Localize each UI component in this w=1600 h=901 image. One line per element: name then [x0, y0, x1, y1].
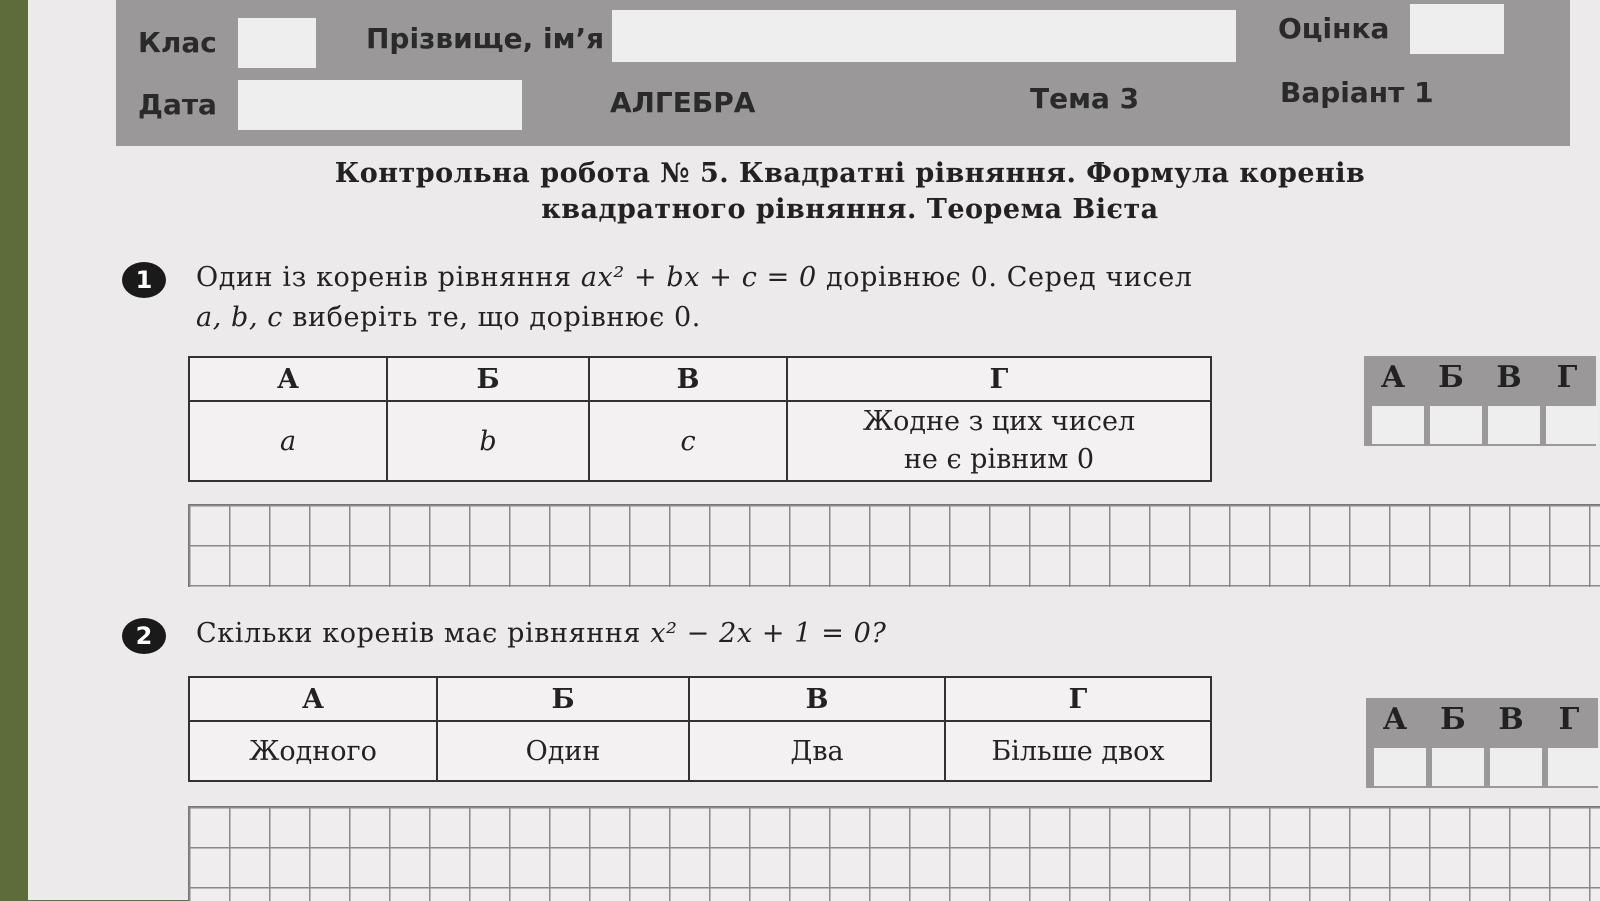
title-line-1: Контрольна робота № 5. Квадратні рівняння. Формула коренів [334, 158, 1366, 189]
option-letter-g: Г [945, 677, 1211, 721]
answer-cell-a[interactable] [1372, 406, 1424, 444]
date-label: Дата [138, 88, 217, 121]
option-a-text: a [189, 401, 387, 481]
option-letter-b: Б [387, 357, 589, 401]
question-1-work-grid[interactable] [188, 504, 1600, 587]
question-1-number: 1 [122, 262, 166, 298]
answer-cell-b[interactable] [1430, 406, 1482, 444]
answer-cell-v[interactable] [1490, 748, 1542, 786]
question-1-variables: a, b, c [196, 302, 284, 333]
option-g-text: Жодне з цих чисел не є рівним 0 [787, 401, 1211, 481]
option-g-text: Більше двох [945, 721, 1211, 781]
answer-letter-b: Б [1440, 702, 1466, 737]
answer-cell-g[interactable] [1548, 748, 1600, 786]
answer-cell-b[interactable] [1432, 748, 1484, 786]
header-bar [116, 0, 1570, 146]
option-letter-a: А [189, 677, 437, 721]
question-1-answer-block [1364, 356, 1596, 446]
grade-field[interactable] [1410, 4, 1504, 54]
question-1-text-line2: виберіть те, що дорівнює 0. [292, 302, 701, 333]
option-v-text: c [589, 401, 787, 481]
option-letter-g: Г [787, 357, 1211, 401]
question-2-work-grid[interactable] [188, 806, 1600, 901]
class-field[interactable] [238, 18, 316, 68]
option-v-text: Два [689, 721, 945, 781]
answer-letter-a: А [1380, 360, 1406, 395]
question-1-text-part1: Один із коренів рівняння [196, 262, 572, 293]
answer-letter-g: Г [1558, 702, 1580, 737]
answer-letter-b: Б [1438, 360, 1464, 395]
title-line-2: квадратного рівняння. Теорема Вієта [541, 194, 1159, 225]
question-1-text-part2: дорівнює 0. Серед чисел [825, 262, 1193, 293]
variant-label: Варіант 1 [1280, 76, 1434, 109]
option-a-text: Жодного [189, 721, 437, 781]
option-letter-v: В [689, 677, 945, 721]
topic-label: Тема 3 [1030, 82, 1140, 115]
answer-letter-g: Г [1556, 360, 1578, 395]
answer-letter-v: В [1498, 702, 1524, 737]
name-label: Прізвище, ім’я [366, 22, 605, 55]
option-letter-b: Б [437, 677, 689, 721]
name-field[interactable] [612, 10, 1236, 62]
question-1-options-table [188, 356, 1212, 482]
answer-cell-g[interactable] [1546, 406, 1598, 444]
question-2-equation: x² − 2x + 1 = 0? [650, 618, 887, 649]
answer-letter-v: В [1496, 360, 1522, 395]
test-title [230, 156, 1470, 228]
date-field[interactable] [238, 80, 522, 130]
option-letter-a: А [189, 357, 387, 401]
question-2-answer-block [1366, 698, 1598, 788]
question-1-equation: ax² + bx + c = 0 [580, 262, 817, 293]
subject-label: АЛГЕБРА [610, 86, 756, 119]
option-b-text: b [387, 401, 589, 481]
question-2-text [196, 614, 887, 654]
question-1-text [196, 258, 1193, 338]
answer-letter-a: А [1382, 702, 1408, 737]
question-2-number: 2 [122, 618, 166, 654]
option-letter-v: В [589, 357, 787, 401]
answer-cell-a[interactable] [1374, 748, 1426, 786]
grade-label: Оцінка [1278, 12, 1390, 45]
option-b-text: Один [437, 721, 689, 781]
question-2-options-table [188, 676, 1212, 782]
question-2-text-part1: Скільки коренів має рівняння [196, 618, 642, 649]
answer-cell-v[interactable] [1488, 406, 1540, 444]
class-label: Клас [138, 26, 217, 59]
